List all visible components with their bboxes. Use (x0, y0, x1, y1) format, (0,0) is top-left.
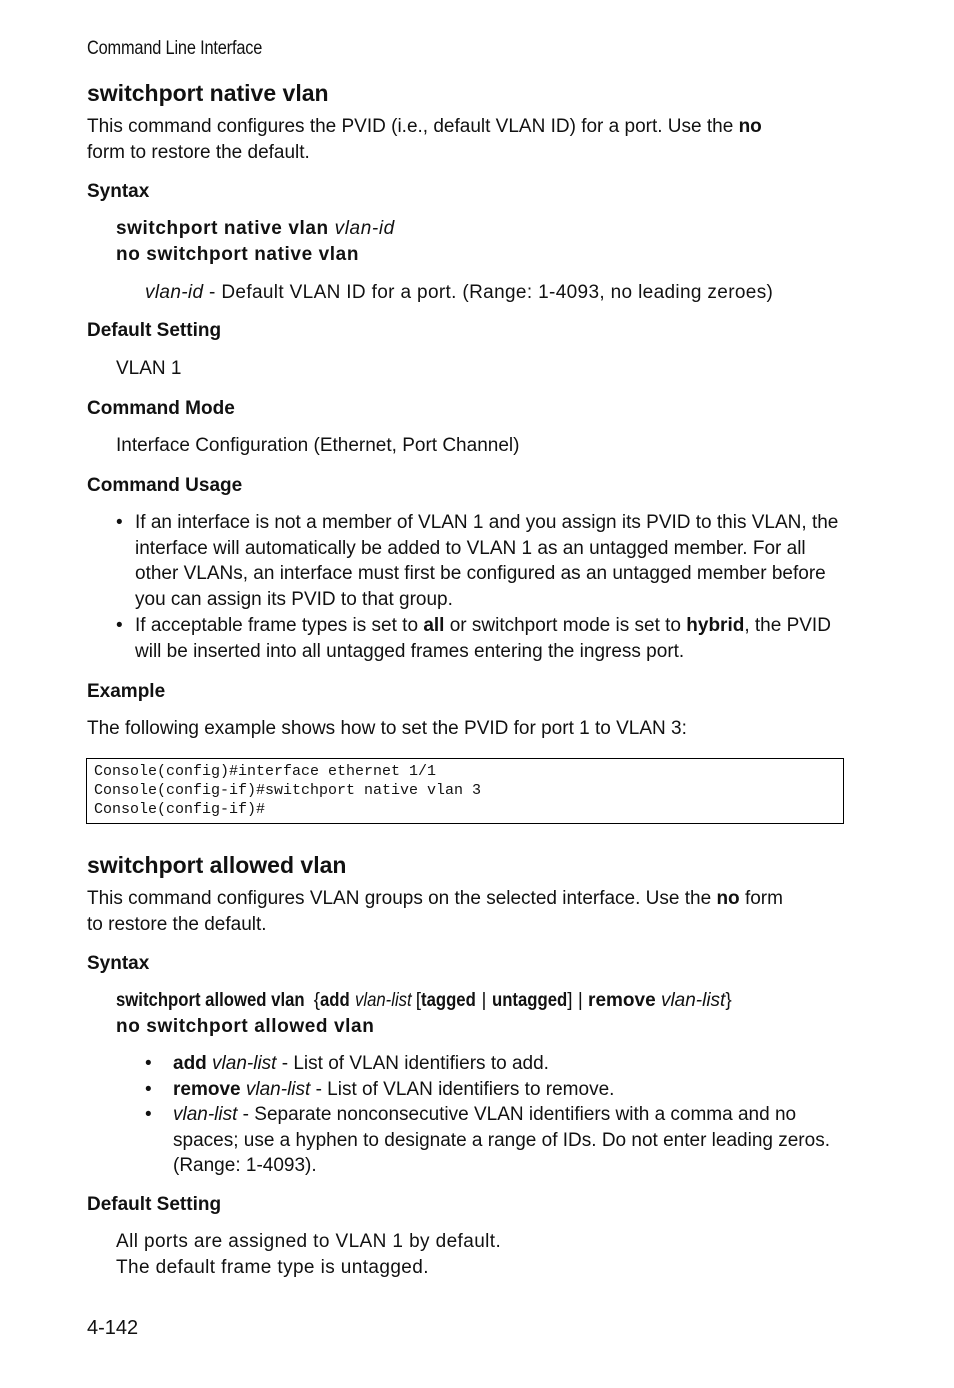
bullet-icon: • (116, 615, 123, 636)
code-line: Console(config)#interface ethernet 1/1 (94, 763, 437, 780)
bullet-icon: • (145, 1104, 152, 1125)
section-title-native-vlan: switchport native vlan (87, 80, 329, 106)
default-setting-value: All ports are assigned to VLAN 1 by default. The default frame type is untagged. (116, 1231, 502, 1278)
page-number: 4-142 (87, 1317, 139, 1339)
command-usage-list (116, 510, 851, 664)
command-usage-heading: Command Usage (87, 475, 243, 496)
section1-intro: This command configures the PVID (i.e., default VLAN ID) for a port. Use the no form to restore the default. (87, 116, 762, 163)
default-setting-heading: Default Setting (87, 1194, 222, 1215)
syntax-heading: Syntax (87, 953, 150, 974)
command-mode-value: Interface Configuration (Ethernet, Port Channel) (116, 435, 520, 456)
default-setting-heading: Default Setting (87, 320, 222, 341)
section-title-allowed-vlan: switchport allowed vlan (87, 852, 347, 878)
bullet-icon: • (116, 512, 123, 533)
code-example (86, 758, 844, 824)
command-mode-heading: Command Mode (87, 398, 235, 419)
running-head: Command Line Interface (87, 38, 263, 59)
list-item: • remove vlan-list - List of VLAN identifiers to remove. (145, 1077, 855, 1103)
list-item: • If acceptable frame types is set to all or switchport mode is set to hybrid, the PVID will be inserted into all untagged frames entering the ingress port. (116, 615, 831, 662)
param-vlan-id: vlan-id - Default VLAN ID for a port. (Range: 1-4093, no leading zeroes) (145, 282, 774, 303)
bullet-icon: • (145, 1078, 152, 1100)
bullet-icon: • (145, 1053, 152, 1074)
list-item: • vlan-list - Separate nonconsecutive VLAN identifiers with a comma and no spaces; use a hyphen to designate a range of IDs. Do not enter leading zeros. (Range: 1-4093). (145, 1104, 830, 1176)
section2-intro: This command configures VLAN groups on the selected interface. Use the no form to restore the default. (87, 888, 783, 935)
example-text: The following example shows how to set the PVID for port 1 to VLAN 3: (87, 718, 687, 739)
syntax-block: switchport native vlan vlan-id no switchport native vlan (116, 218, 395, 265)
list-item: • If an interface is not a member of VLAN 1 and you assign its PVID to this VLAN, the interface will automatically be added to VLAN 1 as an untagged member. For all other VLANs, an interface must first be configured as an untagged member before you can assign its PVID to that group. (116, 512, 839, 610)
default-setting-value: VLAN 1 (116, 358, 182, 379)
example-heading: Example (87, 681, 166, 702)
syntax-heading: Syntax (87, 181, 150, 202)
syntax-block: switchport allowed vlan {add vlan-list [tagged | untagged] | remove vlan-list} no switchport allowed vlan (116, 990, 732, 1037)
syntax-params-list (145, 1051, 855, 1179)
code-line: Console(config-if)#switchport native vlan 3 (94, 782, 482, 799)
list-item: • add vlan-list - List of VLAN identifiers to add. (145, 1051, 855, 1077)
code-line: Console(config-if)# (94, 801, 266, 818)
